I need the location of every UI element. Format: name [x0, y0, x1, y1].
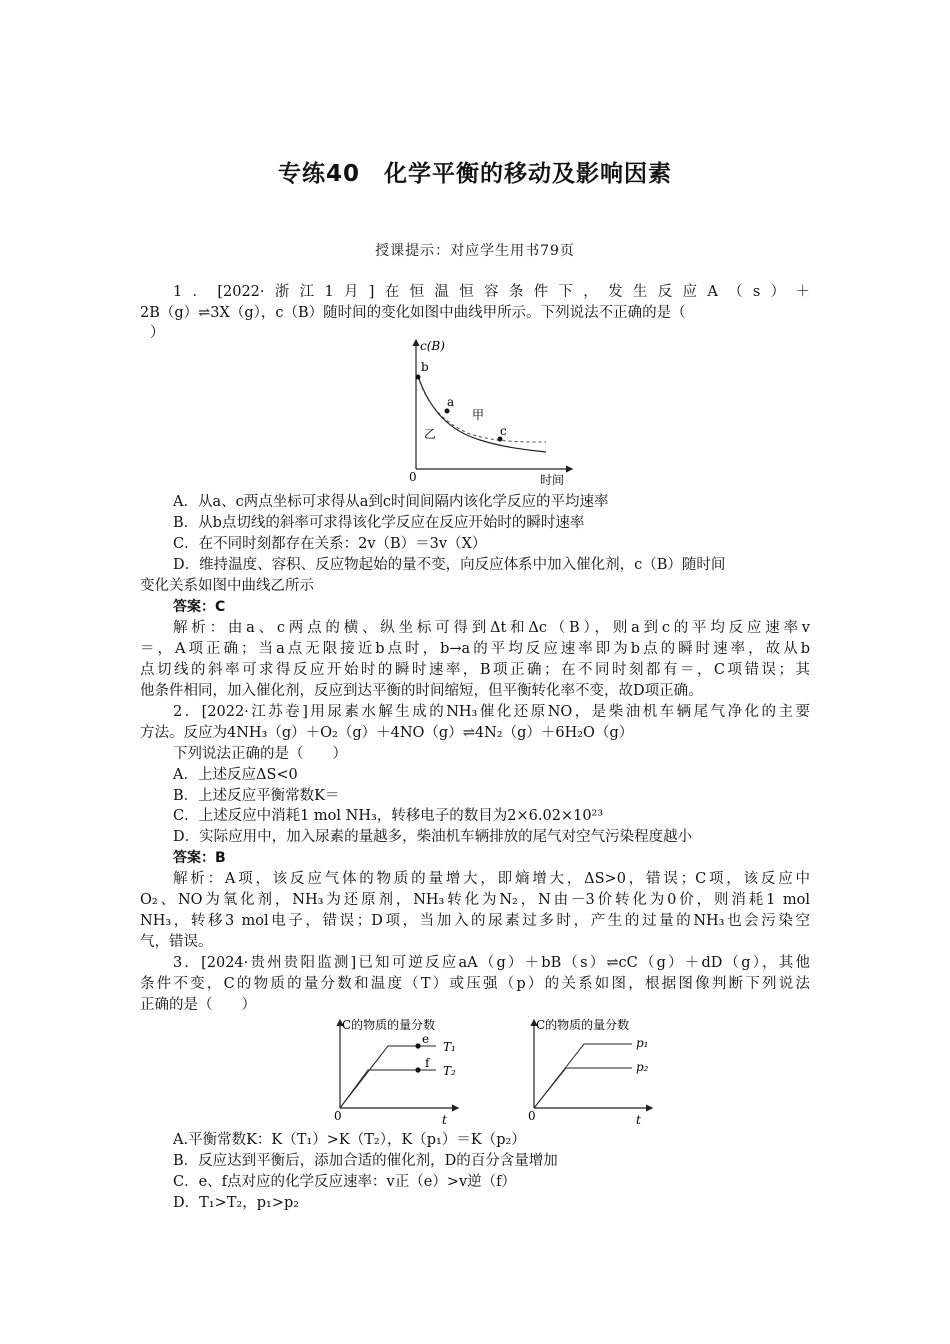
q3-chart1-line-t1	[340, 1046, 436, 1108]
q3-line-2: 条件不变，C的物质的量分数和温度（T）或压强（p）的关系如图，根据图像判断下列说法	[140, 976, 810, 992]
q3-label-t1: T₁	[443, 1040, 456, 1054]
q1-line-3: ）	[150, 325, 165, 341]
q1-label-yi: 乙	[424, 427, 437, 441]
q1-option-b: B．从b点切线的斜率可求得该化学反应在反应开始时的瞬时速率	[173, 515, 585, 531]
q2-explanation-1: 解析：A项，该反应气体的物质的量增大，即熵增大，ΔS>0，错误；C项，该反应中	[173, 871, 810, 887]
q3-label-p2: p₂	[636, 1060, 649, 1074]
q3-chart2-y-label: C的物质的量分数	[536, 1018, 630, 1032]
q1-chart	[400, 336, 580, 488]
q1-label-c: c	[500, 424, 507, 438]
q1-explanation-4: 他条件相同，加入催化剂，反应到达平衡的时间缩短，但平衡转化率不变，故D项正确。	[140, 683, 703, 699]
q3-chart2-line-p2	[534, 1068, 632, 1108]
q1-option-c: C．在不同时刻都存在关系：2v（B）＝3v（X）	[173, 536, 487, 552]
q3-chart1-origin: 0	[334, 1109, 342, 1123]
q3-point-f	[415, 1067, 420, 1072]
q3-chart1-line-t2	[340, 1070, 436, 1108]
q3-label-t2: T₂	[443, 1064, 456, 1078]
q3-line-1: 3．[2024·贵州贵阳监测]已知可逆反应aA（g）＋bB（s）⇌cC（g）＋dD（g），其他	[173, 955, 810, 971]
q3-option-b: B．反应达到平衡后，添加合适的催化剂，D的百分含量增加	[173, 1153, 558, 1169]
q2-option-a: A．上述反应ΔS<0	[173, 767, 298, 783]
q1-x-label: 时间	[540, 473, 565, 487]
q2-explanation-2: O₂、NO为氧化剂，NH₃为还原剂，NH₃转化为N₂，N由－3价转化为0价，则消耗1 mol	[140, 892, 810, 908]
q1-option-a: A．从a、c两点坐标可求得从a到c时间间隔内该化学反应的平均速率	[173, 494, 609, 510]
q3-option-a: A.平衡常数K：K（T₁）>K（T₂），K（p₁）＝K（p₂）	[173, 1132, 526, 1148]
q1-explanation-3: 点切线的斜率可求得反应开始时的瞬时速率，B项正确；在不同时刻都有＝，C项错误；其	[140, 662, 810, 678]
q3-point-e	[415, 1043, 420, 1048]
q1-line-1: 1．[2022·浙江1月]在恒温恒容条件下，发生反应A（s）＋	[173, 284, 810, 300]
q3-chart2-x-label: t	[636, 1113, 641, 1126]
q3-chart2-origin: 0	[528, 1109, 536, 1123]
q1-point-a	[445, 409, 450, 414]
q3-option-d: D．T₁>T₂，p₁>p₂	[173, 1195, 300, 1211]
q3-chart-pressure	[524, 1014, 659, 1126]
q2-explanation-3: NH₃，转移3 mol电子，错误；D项，当加入的尿素过多时，产生的过量的NH₃也会污染空	[140, 913, 810, 929]
q1-y-label: c(B)	[420, 339, 445, 353]
q1-point-b	[416, 375, 421, 380]
q2-line-3: 下列说法正确的是（ ）	[173, 746, 347, 762]
q3-label-f: f	[425, 1056, 430, 1070]
q2-explanation-4: 气，错误。	[140, 934, 213, 950]
q2-option-c: C．上述反应中消耗1 mol NH₃，转移电子的数目为2×6.02×10²³	[173, 808, 604, 824]
q3-chart2-line-p1	[534, 1044, 632, 1108]
q2-option-d: D．实际应用中，加入尿素的量越多，柴油机车辆排放的尾气对空气污染程度越小	[173, 829, 693, 845]
q1-label-jia: 甲	[472, 408, 485, 422]
q1-explanation-2: ＝，A项正确；当a点无限接近b点时，b→a的平均反应速率即为b点的瞬时速率，故从b	[140, 641, 810, 657]
q2-answer: 答案：B	[173, 850, 226, 866]
q1-explanation-1: 解析：由a、c两点的横、纵坐标可得到Δt和Δc（B），则a到c的平均反应速率v	[173, 620, 810, 636]
q1-origin: 0	[409, 470, 417, 484]
lesson-hint: 授课提示：对应学生用书79页	[375, 243, 575, 259]
q2-option-b: B．上述反应平衡常数K＝	[173, 788, 340, 804]
q3-chart1-y-label: C的物质的量分数	[342, 1018, 436, 1032]
q3-chart-temperature	[330, 1014, 465, 1126]
q1-line-2: 2B（g）⇌3X（g），c（B）随时间的变化如图中曲线甲所示。下列说法不正确的是（	[140, 305, 686, 321]
q1-option-d-line-1: D．维持温度、容积、反应物起始的量不变，向反应体系中加入催化剂，c（B）随时间	[173, 557, 726, 573]
q2-line-1: 2．[2022·江苏卷]用尿素水解生成的NH₃催化还原NO，是柴油机车辆尾气净化的主要	[173, 704, 810, 720]
q1-answer: 答案：C	[173, 599, 226, 615]
q1-label-a: a	[447, 395, 455, 409]
q1-option-d-line-2: 变化关系如图中曲线乙所示	[140, 578, 314, 594]
q3-chart1-x-label: t	[442, 1113, 447, 1126]
q3-line-3: 正确的是（ ）	[140, 997, 256, 1013]
q2-line-2: 方法。反应为4NH₃（g）＋O₂（g）＋4NO（g）⇌4N₂（g）＋6H₂O（g）	[140, 725, 634, 741]
q3-label-p1: p₁	[636, 1036, 649, 1050]
q1-label-b: b	[421, 360, 429, 374]
q3-label-e: e	[422, 1032, 430, 1046]
q3-option-c: C．e、f点对应的化学反应速率：v正（e）>v逆（f）	[173, 1174, 517, 1190]
page-title: 专练40 化学平衡的移动及影响因素	[277, 161, 672, 187]
